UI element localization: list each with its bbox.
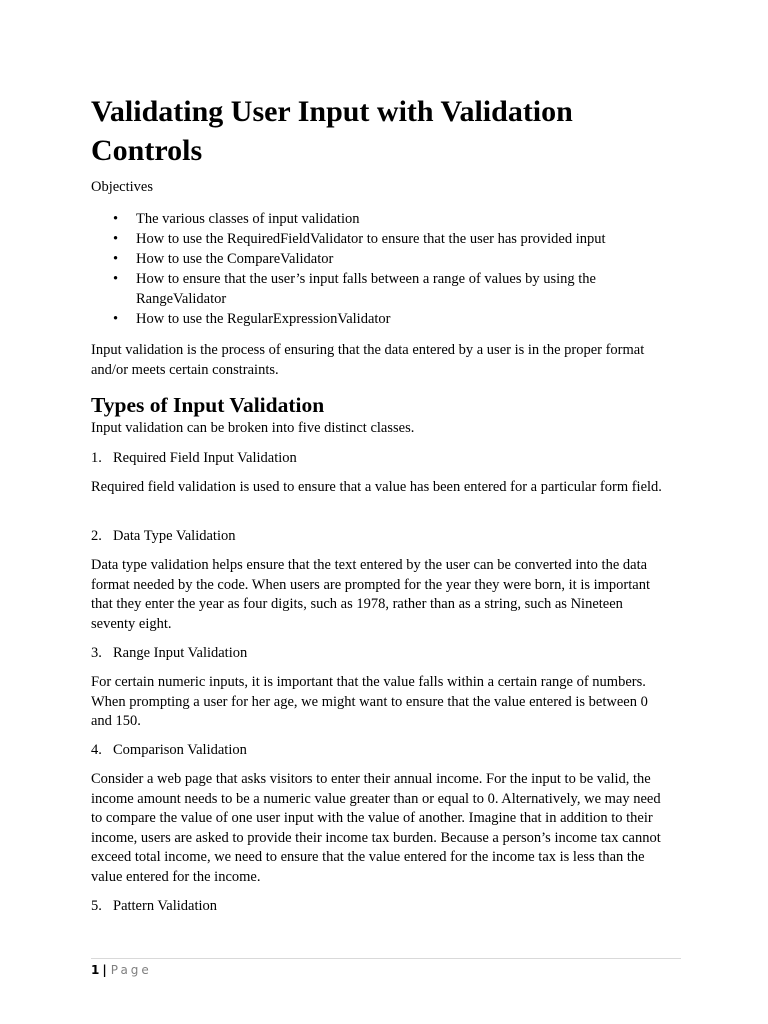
footer-separator: | [102,963,107,977]
item-heading-text: Comparison Validation [113,742,247,758]
item-heading-data-type [91,527,235,546]
item-paragraph-comparison: Consider a web page that asks visitors to enter their annual income. For the input to be valid, the income amount needs to be a numeric value greater than or equal to 0. Alternatively, we may need to compare the value of one user input with the value of another. Imagine that in addition to their income, users are asked to provide their income tax burden. Because a person’s income tax cannot exceed total income, we need to ensure that the value entered for the income tax is less than the value entered for the income. [91,771,661,885]
item-heading-range [91,644,247,663]
item-heading-pattern [91,897,217,916]
item-heading-text: Pattern Validation [113,898,218,914]
item-heading-text: Data Type Validation [113,528,236,544]
page-footer [91,962,152,978]
objectives-label: Objectives [91,179,154,195]
section-intro: Input validation can be broken into five distinct classes. [91,420,415,436]
section-heading: Types of Input Validation [91,393,325,417]
objective-item: • How to ensure that the user’s input falls between a range of values by using the RangeValidator [91,269,651,309]
page-label: Page [110,963,152,977]
item-heading-text: Required Field Input Validation [113,450,297,466]
item-paragraph-data-type: Data type validation helps ensure that the text entered by the user can be converted into the data format needed by the code. When users are prompted for the year they were born, it is important that they enter the year as four digits, such as 1978, rather than as a string, such as Nineteen seventy eight. [91,557,650,632]
footer-divider [91,958,681,959]
objective-item: • The various classes of input validation [91,209,651,229]
intro-paragraph: Input validation is the process of ensuring that the data entered by a user is in the proper format and/or meets certain constraints. [91,342,645,378]
item-number: 3. [91,645,102,661]
item-paragraph-range: For certain numeric inputs, it is important that the value falls within a certain range of numbers. When prompting a user for her age, we might want to ensure that the value entered is between 0 and 150. [91,674,648,729]
objective-item: • How to use the RequiredFieldValidator to ensure that the user has provided input [91,229,651,249]
item-number: 2. [91,528,102,544]
item-paragraph-required-field: Required field validation is used to ensure that a value has been entered for a particular form field. [91,479,662,495]
objective-item: • How to use the RegularExpressionValidator [91,309,651,329]
item-heading-text: Range Input Validation [113,645,248,661]
page-title: Validating User Input with Validation Controls [91,95,573,167]
objective-item: • How to use the CompareValidator [91,249,651,269]
item-heading-required-field [91,449,297,468]
item-number: 5. [91,898,102,914]
item-number: 1. [91,450,102,466]
page-number: 1 [91,963,100,977]
item-number: 4. [91,742,102,758]
item-heading-comparison [91,741,247,760]
objectives-list [91,209,651,329]
